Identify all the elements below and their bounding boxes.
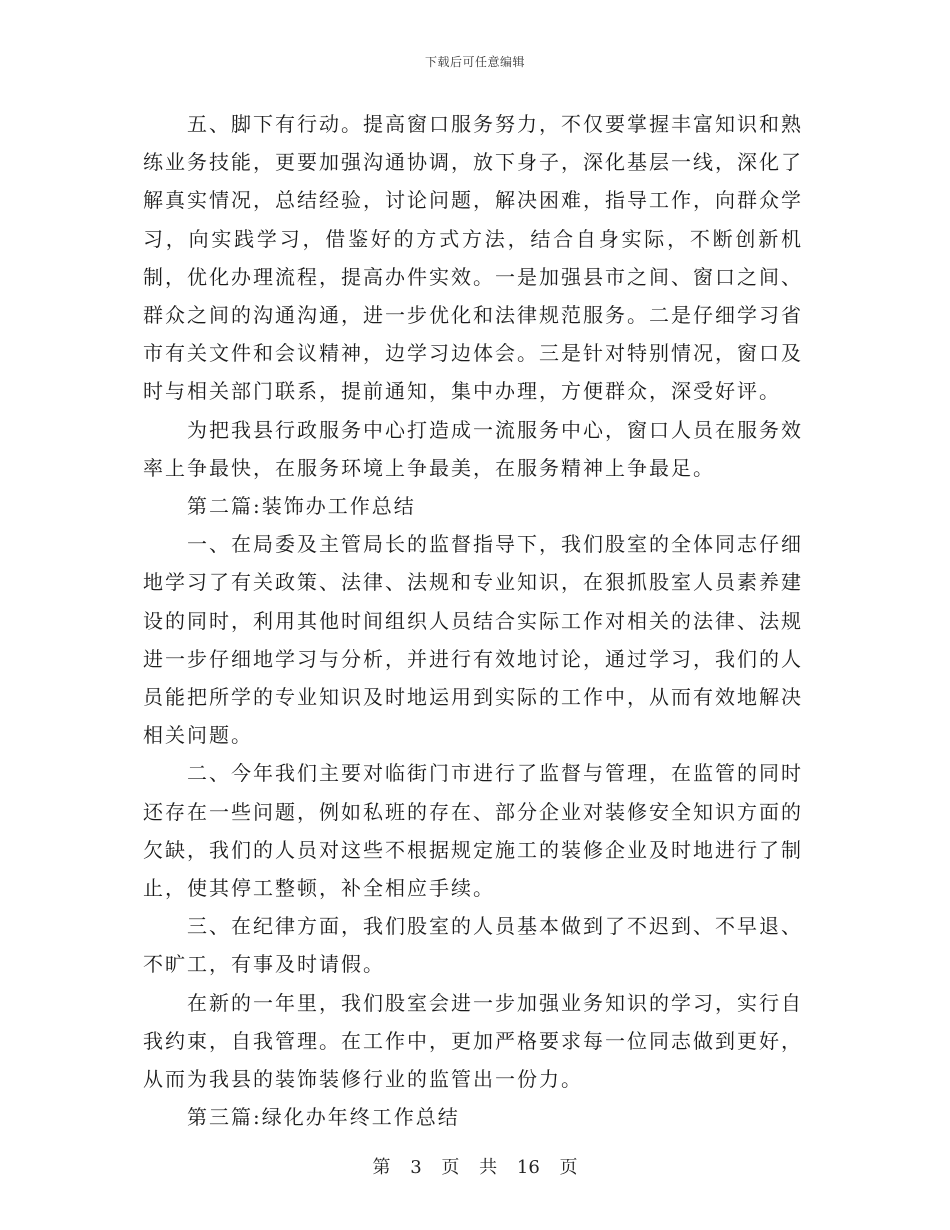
header-note: 下载后可任意编辑 <box>424 55 525 69</box>
paragraph-action: 五、脚下有行动。提高窗口服务努力，不仅要掌握丰富知识和熟练业务技能，更要加强沟通协调，放下身子，深化基层一线，深化了解真实情况，总结经验，讨论问题，解决困难，指导工作，向群众学习，向实践学习，借鉴好的方式方法，结合自身实际，不断创新机制，优化办理流程，提高办件实效。一是加强县市之间、窗口之间、群众之间的沟通沟通，进一步优化和法律规范服务。二是仔细学习省市有关文件和会议精神，边学习边体会。三是针对特别情况，窗口及时与相关部门联系，提前通知，集中办理，方便群众，深受好评。 <box>143 112 803 404</box>
page-footer <box>0 1153 950 1179</box>
footer-total-suffix: 页 <box>559 1157 578 1178</box>
paragraph-new-year: 在新的一年里，我们股室会进一步加强业务知识的学习，实行自我约束，自我管理。在工作中，更加严格要求每一位同志做到更好，从而为我县的装饰装修行业的监管出一份力。 <box>143 990 803 1092</box>
paragraph-study: 一、在局委及主管局长的监督指导下，我们股室的全体同志仔细地学习了有关政策、法律、法规和专业知识，在狠抓股室人员素养建设的同时，利用其他时间组织人员结合实际工作对相关的法律、法规进一步仔细地学习与分析，并进行有效地讨论，通过学习，我们的人员能把所学的专业知识及时地运用到实际的工作中，从而有效地解决相关问题。 <box>143 532 803 748</box>
paragraph-supervision: 二、今年我们主要对临街门市进行了监督与管理，在监管的同时还存在一些问题，例如私班的存在、部分企业对装修安全知识方面的欠缺，我们的人员对这些不根据规定施工的装修企业及时地进行了制止，使其停工整顿，补全相应手续。 <box>143 761 803 901</box>
paragraph-service-center: 为把我县行政服务中心打造成一流服务中心，窗口人员在服务效率上争最快，在服务环境上争最美，在服务精神上争最足。 <box>143 417 803 480</box>
paragraph-discipline: 三、在纪律方面，我们股室的人员基本做到了不迟到、不早退、不旷工，有事及时请假。 <box>143 914 803 977</box>
footer-page-mid: 页 <box>441 1157 460 1178</box>
document-body <box>143 105 803 1136</box>
section-heading-decoration-office: 第二篇:装饰办工作总结 <box>187 494 416 519</box>
footer-total-prefix: 共 <box>479 1157 498 1178</box>
footer-page-number: 3 <box>410 1157 422 1178</box>
section-heading-greening-office: 第三篇:绿化办年终工作总结 <box>187 1105 460 1130</box>
footer-total-pages: 16 <box>516 1157 540 1178</box>
footer-page-prefix: 第 <box>372 1157 391 1178</box>
